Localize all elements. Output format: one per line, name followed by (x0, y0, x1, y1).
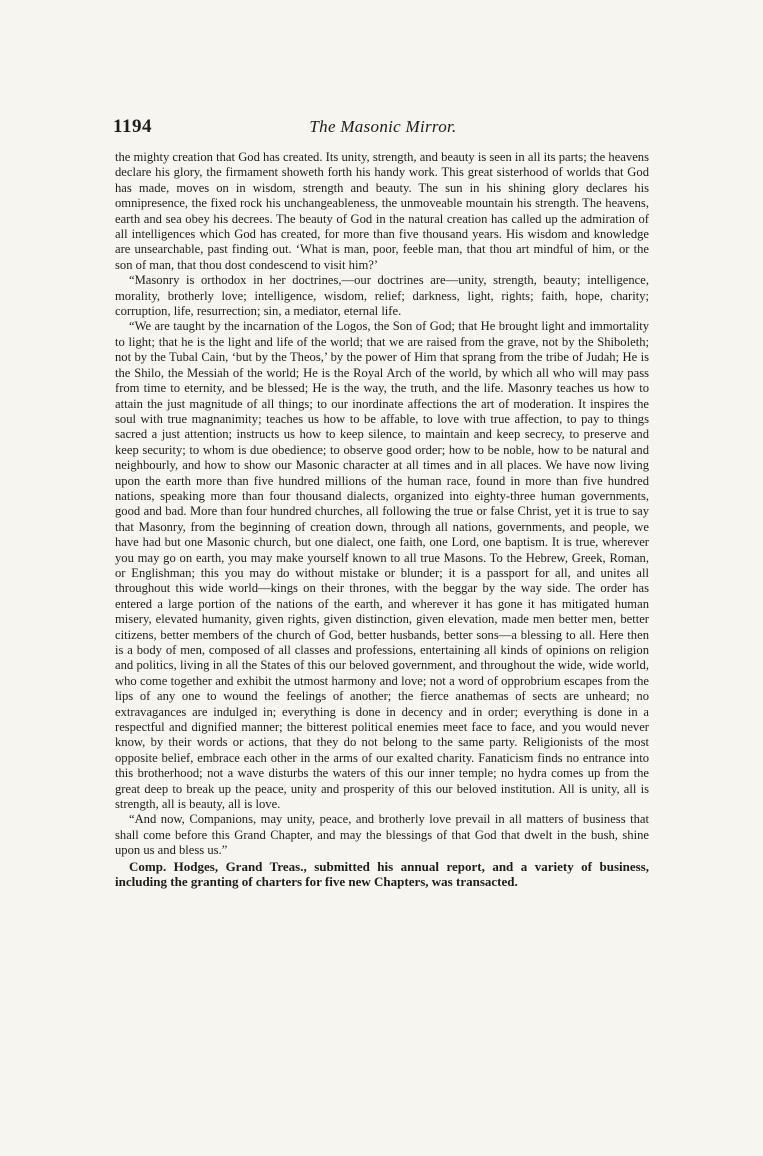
paragraph: “Masonry is orthodox in her doctrines,—our doctrines are—unity, strength, beauty; intelligence, morality, brotherly love; intelligence, wisdom, relief; darkness, light, rights; faith, hope, charity; corruption, life, resurrection; sin, a mediator, eternal life. (115, 273, 649, 319)
paragraph: “We are taught by the incarnation of the Logos, the Son of God; that He brought light and immortality to light; that he is the light and life of the world; that we are raised from the grave, not by the Shiboleth; not by the Tubal Cain, ‘but by the Theos,’ by the power of Him that sprang from the tribe of Judah; He is the Shilo, the Messiah of the world; He is the Royal Arch of the world, by which all who will may pass from time to eternity, and be blessed; He is the way, the truth, and the life. Masonry teaches us how to attain the just magnitude of all things; to our inordinate affections the art of moderation. It inspires the soul with true magnanimity; teaches us how to be affable, to love with true affection, to pay to things sacred a just attention; instructs us how to keep silence, to maintain and keep secrecy, to preserve and keep security; to whom is due obedience; to observe good order; how to be noble, how to be natural and neighbourly, and how to show our Masonic character at all times and in all places. We have now living upon the earth more than five hundred millions of the human race, found in more than five hundred nations, speaking more than four thousand dialects, organized into eighty-three human governments, good and bad. More than four hundred churches, all following the true or false Christ, yet it is true to say that Masonry, from the beginning of creation down, through all nations, governments, and people, we have had but one Masonic church, but one dialect, one faith, one Lord, one baptism. It is true, wherever you may go on earth, you may make yourself known to all true Masons. To the Hebrew, Greek, Roman, or Englishman; this you may do without mistake or blunder; it is a passport for all, and unites all throughout this wide world—kings on their thrones, with the beggar by the way side. The order has entered a large portion of the nations of the earth, and wherever it has gone it has mitigated human misery, elevated humanity, given rights, given distinction, given elevation, made men better men, better citizens, better members of the church of God, better husbands, better sons—a blessing to all. Here then is a body of men, composed of all classes and professions, entertaining all kinds of opinions on religion and politics, living in all the States of this our beloved government, and throughout the wide, wide world, who come together and exhibit the utmost harmony and love; not a word of opprobrium escapes from the lips of any one to wound the feelings of another; the fierce anathemas of sects are unheard; no extravagances are indulged in; everything is done in decency and in order; everything is done in a respectful and dignified manner; the bitterest political enemies meet face to face, and you would never know, by their words or actions, that they do not belong to the same party. Religionists of the most opposite belief, embrace each other in the arms of our exalted charity. Fanaticism finds no entrance into this brotherhood; not a wave disturbs the waters of this our inner temple; no hydra comes up from the great deep to break up the peace, unity and prosperity of this our beloved institution. All is unity, all is strength, all is beauty, all is love. (115, 319, 649, 812)
paragraph: “And now, Companions, may unity, peace, and brotherly love prevail in all matters of business that shall come before this Grand Chapter, and may the blessings of that God that dwelt in the bush, shine upon us and bless us.” (115, 812, 649, 858)
page-header (113, 116, 653, 140)
paragraph: Comp. Hodges, Grand Treas., submitted his annual report, and a variety of business, including the granting of charters for five new Chapters, was transacted. (115, 858, 649, 890)
running-title: The Masonic Mirror. (309, 117, 457, 136)
page-number: 1194 (113, 116, 152, 137)
body-text (115, 150, 649, 890)
paragraph: the mighty creation that God has created. Its unity, strength, and beauty is seen in all its parts; the heavens declare his glory, the firmament showeth forth his handy work. This great sisterhood of worlds that God has made, moves on in wisdom, strength and beauty. The sun in his shining glory declares his omnipresence, the fixed rock his unchangeableness, the unmoveable mountain his strength. The heavens, earth and sea obey his decrees. The beauty of God in the natural creation has called up the admiration of all intelligences which God has created, for more than five thousand years. His wisdom and knowledge are unsearchable, past finding out. ‘What is man, poor, feeble man, that thou art mindful of him, or the son of man, that thou dost condescend to visit him?’ (115, 150, 649, 272)
